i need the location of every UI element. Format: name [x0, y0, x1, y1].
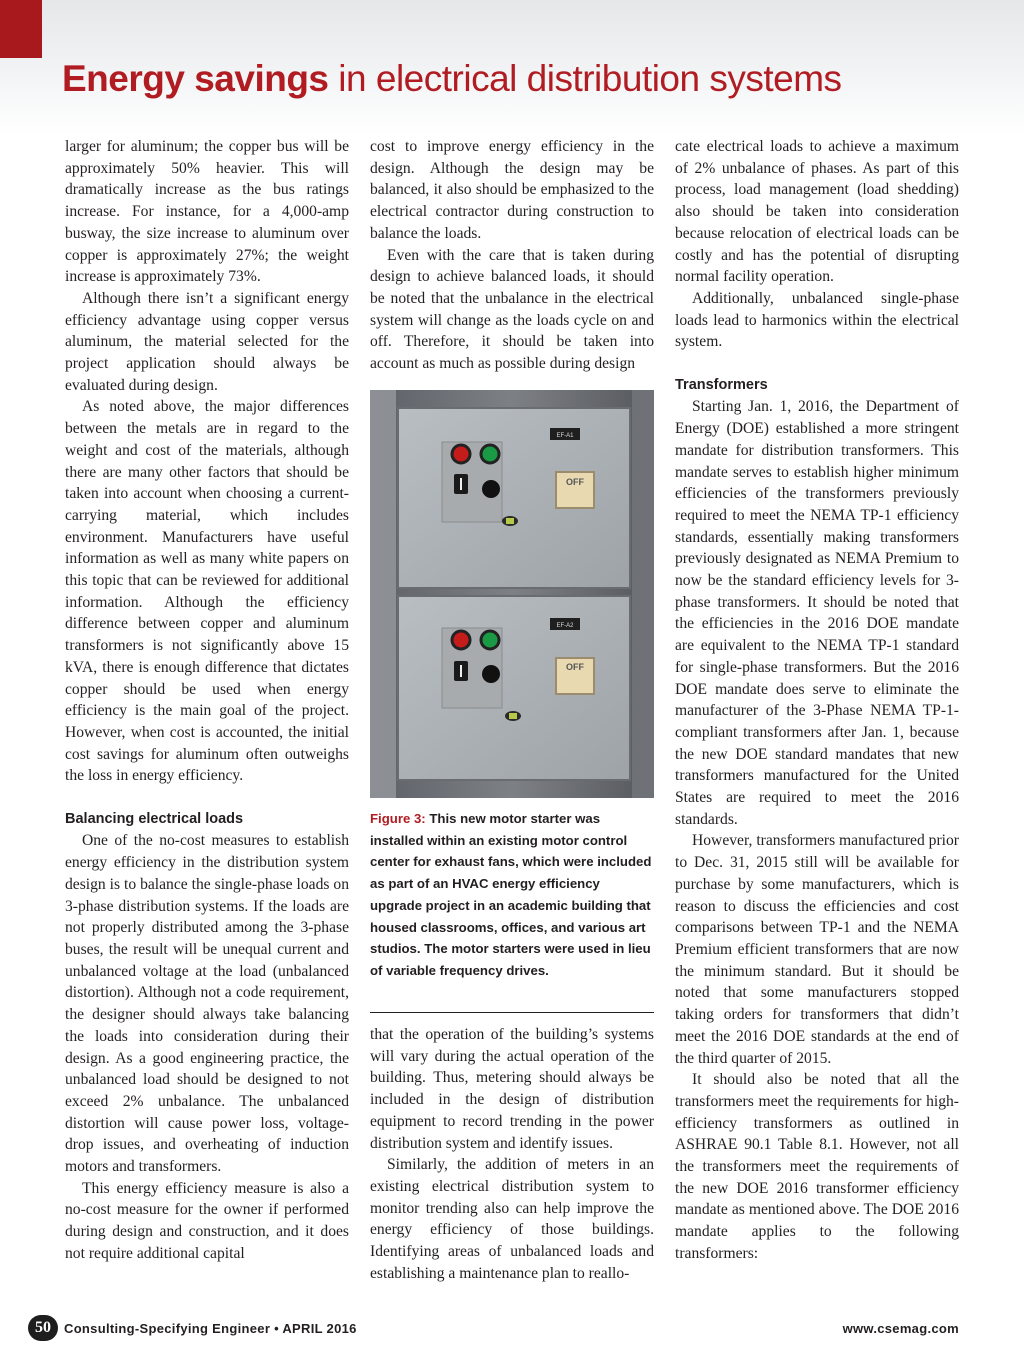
column-1	[65, 136, 349, 1265]
col3-paragraph-1: cate electrical loads to achieve a maximum of 2% unbalance of phases. As part of this process, load management (load shedding) also should be taken into consideration because relocation of electrical loads can be costly and has the potential of disrupting normal facility operation.	[675, 138, 959, 286]
col2-paragraph-2: Even with the care that is taken during design to achieve balanced loads, it should be noted that the unbalance in the electrical system will change as the loads cycle on and off. Therefore, it should be taken into account as much as possible during design	[370, 246, 654, 373]
col2-paragraph-1: cost to improve energy efficiency in the design. Although the design may be balanced, it also should be emphasized to the electrical contractor during construction to balance the loads.	[370, 138, 654, 242]
section-heading-balancing: Balancing electrical loads	[65, 810, 244, 827]
page-footer	[28, 1315, 968, 1343]
col1-paragraph-1: larger for aluminum; the copper bus will be approximately 50% heavier. This will dramatically increase as the bus ratings increase. For instance, for a 4,000-amp busway, the size increase to aluminum over copper is approximately 27%; the weight increase is approximately 73%.	[65, 138, 349, 286]
col1-paragraph-3: As noted above, the major differences between the metals are in regard to the weight and cost of the materials, although there are many other factors that should be taken into account when choosing a current-carrying material, which includes environment. Manufacturers have useful information as well as many white papers on this topic that can be reviewed for additional information. Although the efficiency difference between copper and aluminum transformers is not significantly above 15 kVA, there is enough difference that dictates copper should be used when energy efficiency is the main goal of the project. However, when cost is accounted, the initial cost savings for aluminum often outweighs the loss in energy efficiency.	[65, 398, 349, 785]
col1-paragraph-4: One of the no-cost measures to establish energy efficiency in the distribution system design is to balance the single-phase loads on 3-phase distribution systems. If the loads are not properly distributed among the 3-phase buses, the result will be unequal current and unbalanced voltage at the load (unbalanced distortion). Although not a code requirement, the designer should always take balancing the loads into consideration during their design. As a good engineering practice, the unbalanced load should be designed to not exceed 2% unbalance. The unbalanced distortion will cause power loss, voltage-drop issues, and overheating of induction motors and transformers.	[65, 832, 349, 1176]
figure-photo	[370, 390, 654, 798]
col3-paragraph-2: Additionally, unbalanced single-phase loads lead to harmonics within the electrical system.	[675, 289, 959, 351]
website-url[interactable]: www.csemag.com	[842, 1321, 959, 1336]
figure-label: Figure 3:	[370, 811, 426, 826]
col3-paragraph-3: Starting Jan. 1, 2016, the Department of Energy (DOE) established a more stringent mandate for distribution transformers. This mandate serves to establish higher minimum efficiencies of the transformers previously required to meet the NEMA TP-1 efficiency standards, essentially making transformers previously designated as NEMA Premium to now be the standard efficiency levels for 3-phase transformers. It should be noted that the efficiencies in the 2016 DOE mandate are equivalent to the NEMA TP-1 standard for single-phase transformers. But the 2016 DOE mandate does serve to eliminate the manufacturer of the 3-Phase NEMA TP-1-compliant transformers after Jan. 1, because the new DOE standard mandates that new transformers manufactured for the United States are required to meet the 2016 standards.	[675, 398, 959, 828]
figure-caption-text: This new motor starter was installed within an existing motor control center for exhaust fans, which were included as part of an HVAC energy efficiency upgrade project in an academic building that housed classrooms, offices, and various art studios. The motor starters were used in lieu of variable frequency drives.	[370, 811, 652, 978]
page-number: 50	[28, 1315, 58, 1341]
red-accent-bar	[0, 0, 42, 58]
column-2-top	[370, 136, 654, 375]
title-rest: in electrical distribution systems	[328, 58, 842, 99]
title-bold: Energy savings	[62, 58, 329, 99]
tag-bottom: EF-A2	[556, 623, 574, 629]
col3-paragraph-4: However, transformers manufactured prior to Dec. 31, 2015 still will be available for purchase by some manufacturers, which is reason to discuss the efficiencies and cost comparisons between TP-1 and the NEMA Premium efficient transformers that are now the minimum standard. But it should be noted that some manufacturers stopped taking orders for transformers that didn’t meet the 2016 DOE standards at the end of the third quarter of 2015.	[675, 832, 959, 1067]
magazine-info: Consulting-Specifying Engineer • APRIL 2016	[64, 1321, 357, 1336]
off-label-top: OFF	[566, 477, 584, 487]
column-2-bottom	[370, 1024, 654, 1284]
col1-paragraph-5: This energy efficiency measure is also a no-cost measure for the owner if performed during design and construction, and it does not require additional capital	[65, 1179, 349, 1262]
col3-paragraph-5: It should also be noted that all the transformers meet the requirements for high-efficiency transformers as outlined in ASHRAE 90.1 Table 8.1. However, not all the transformers meet the requirements of the new DOE 2016 transformer efficiency mandate as mentioned above. The DOE 2016 mandate applies to the following transformers:	[675, 1071, 959, 1262]
off-label-bottom: OFF	[566, 662, 584, 672]
col1-paragraph-2: Although there isn’t a significant energy efficiency advantage using copper versus aluminum, the material selected for the project application should always be evaluated during design.	[65, 289, 349, 394]
section-heading-transformers: Transformers	[675, 376, 768, 393]
page-title	[62, 58, 842, 100]
col2-paragraph-4: Similarly, the addition of meters in an existing electrical distribution system to monitor trending also can help improve the energy efficiency of those buildings. Identifying areas of unbalanced loads and establishing a maintenance plan to reallo-	[370, 1156, 654, 1282]
motor-starter-illustration	[370, 390, 654, 798]
col2-paragraph-3: that the operation of the building’s systems will vary during the actual operation of the building. Thus, metering should always be included in the design of distribution equipment to record trending in the power distribution system and identify issues.	[370, 1026, 654, 1152]
caption-divider	[370, 1012, 654, 1013]
column-3	[675, 136, 959, 1265]
tag-top: EF-A1	[556, 433, 574, 439]
figure-caption	[370, 808, 654, 982]
